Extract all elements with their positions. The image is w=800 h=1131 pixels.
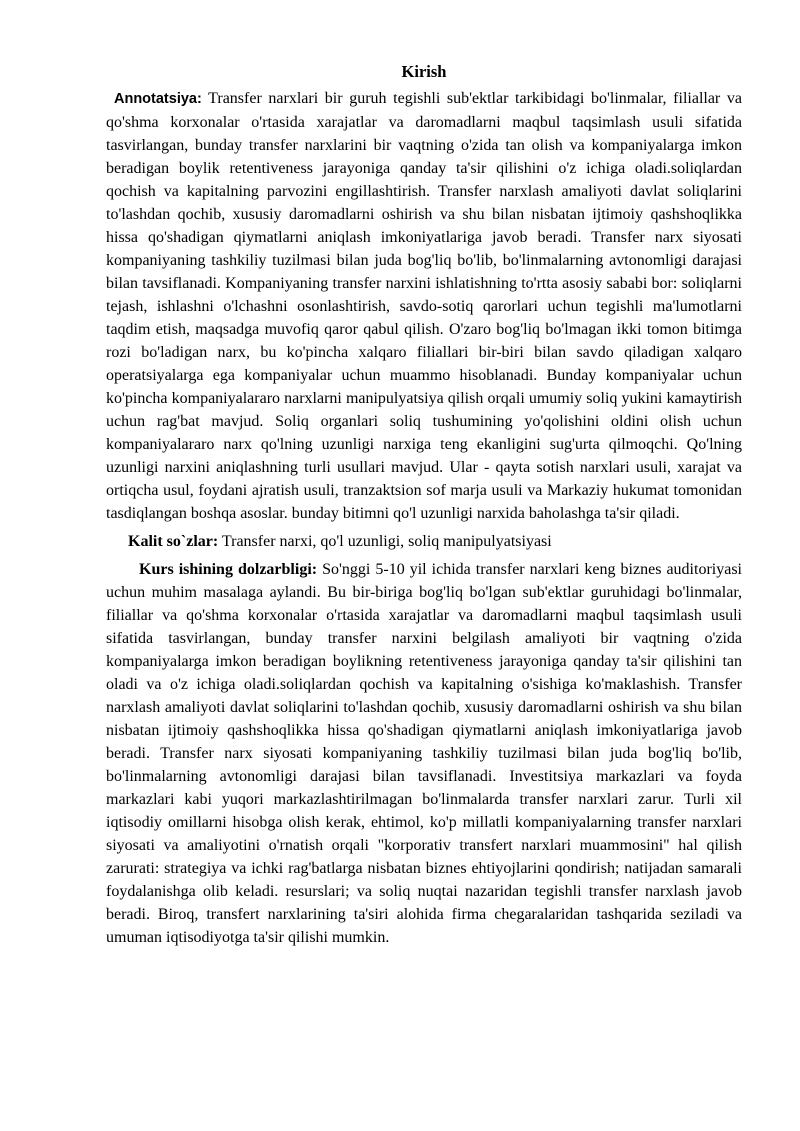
relevance-paragraph — [106, 558, 742, 949]
document-title: Kirish — [401, 62, 447, 81]
annotation-paragraph — [106, 87, 742, 525]
keywords-label: Kalit so`zlar: — [128, 533, 219, 550]
keywords-text: Transfer narxi, qo'l uzunligi, soliq manipulyatsiyasi — [218, 533, 552, 550]
annotation-label: Annotatsiya: — [114, 91, 202, 107]
relevance-text: So'nggi 5-10 yil ichida transfer narxlari keng biznes auditoriyasi uchun muhim masalaga aylandi. Bu bir-biriga bog'liq bo'lgan sub'ektlar guruhidagi bo'linmalar, filiallar va qo'shma korxonalar o'rtasida xarajatlar va daromadlarni maqbul taqsimlash usuli sifatida tasvirlangan, bunday transfer narxini belgilash amaliyoti bir vaqtning o'zida kompaniyalarga imkon beradigan boylikning retentiveness jarayoniga qanday ta'sir qilishini tan oladi va o'z ichiga oladi.soliqlardan qochish va kapitalning o'sishiga ko'maklashish. Transfer narxlash amaliyoti davlat soliqlarini to'lashdan qochib, xususiy daromadlarni oshirish va shu bilan nisbatan ijtimoiy qashshoqlikka hissa qo'shadigan qiymatlarni aniqlash imkoniyatlariga javob beradi. Transfer narx siyosati kompaniyaning tashkiliy tuzilmasi bilan juda bog'liq bo'lib, bo'linmalarning avtonomligi darajasi bilan tavsiflanadi. Investitsiya markazlari va foyda markazlari kabi yuqori markazlashtirilmagan bo'linmalarda transfer narxlari zarur. Turli xil iqtisodiy omillarni hisobga olish kerak, ehtimol, ko'p millatli kompaniyalarning transfer narxlari siyosati va amaliyotini o'rnatish orqali "korporativ transfert narxlari muammosini" hal qilish zarurati: strategiya va ichki rag'batlarga nisbatan biznes ehtiyojlarini qondirish; natijadan samarali foydalanishga olib keladi. resurslari; va soliq nuqtai nazaridan tegishli transfer narxlash javob beradi. Biroq, transfert narxlarining ta'siri alohida firma chegaralaridan tashqarida seziladi va umuman iqtisodiyotga ta'sir qilishi mumkin. — [106, 561, 742, 946]
relevance-label: Kurs ishining dolzarbligi: — [139, 561, 318, 578]
keywords-paragraph — [106, 530, 742, 553]
annotation-text: Transfer narxlari bir guruh tegishli sub'ektlar tarkibidagi bo'linmalar, filiallar va qo'shma korxonalar o'rtasida xarajatlar va daromadlarni maqbul taqsimlash usuli sifatida tasvirlangan, bunday transfer narxlarini bir vaqtning o'zida tan olish va kompaniyalarga imkon beradigan boylik retentiveness jarayoniga qanday ta'sir qilishini o'z ichiga oladi.soliqlardan qochish va kapitalning parvozini engillashtirish. Transfer narxlash amaliyoti davlat soliqlarini to'lashdan qochib, xususiy daromadlarni oshirish va shu bilan nisbatan ijtimoiy qashshoqlikka hissa qo'shadigan qiymatlarni aniqlash imkoniyatlariga javob beradi. Transfer narx siyosati kompaniyaning tashkiliy tuzilmasi bilan juda bog'liq bo'lib, bo'linmalarning avtonomligi darajasi bilan tavsiflanadi. Kompaniyaning transfer narxini ishlatishning to'rtta asosiy sababi bor: soliqlarni tejash, ishlashni o'lchashni osonlashtirish, savdo-sotiq qarorlari uchun tegishli ma'lumotlarni taqdim etish, maqsadga muvofiq qaror qabul qilish. O'zaro bog'liq bo'lmagan ikki tomon bitimga rozi bo'ladigan narx, bu ko'pincha xalqaro filiallari bir-biri bilan savdo qiladigan xalqaro operatsiyalarga ega kompaniyalar uchun muammo hisoblanadi. Bunday kompaniyalar uchun ko'pincha kompaniyalararo narxlarni manipulyatsiya qilish orqali umumiy soliq yukini kamaytirish uchun rag'bat mavjud. Soliq organlari soliq tushumining yo'qolishini oldini olish uchun kompaniyalararo narx qo'lning uzunligi narxiga teng ekanligini sug'urta qilmoqchi. Qo'lning uzunligi narxini aniqlashning turli usullari mavjud. Ular - qayta sotish narxlari usuli, xarajat va ortiqcha usul, foydani ajratish usuli, tranzaktsion sof marja usuli va Markaziy hukumat tomonidan tasdiqlangan boshqa asoslar. bunday bitimni qo'l uzunligi narxida baholashga ta'sir qiladi. — [106, 90, 742, 522]
